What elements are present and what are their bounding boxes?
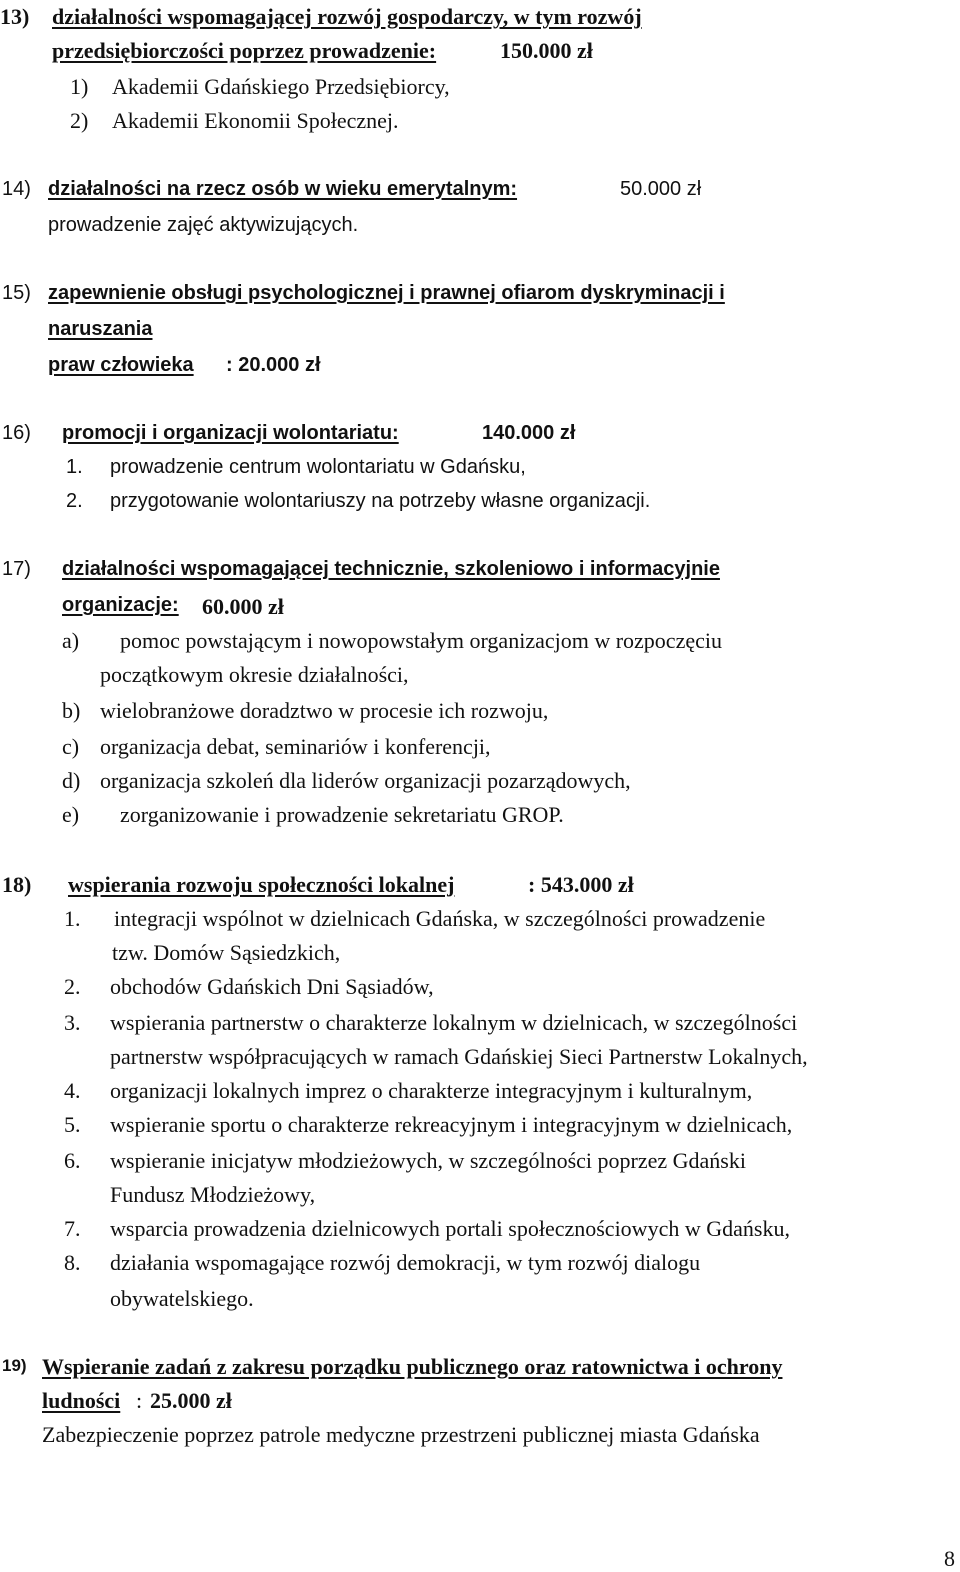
list-item-number: a) <box>62 628 80 653</box>
section-amount: 50.000 zł <box>620 178 702 200</box>
section-title-cont: praw człowieka <box>48 354 194 376</box>
list-item: pomoc powstającym i nowopowstałym organizacjom w rozpoczęciu <box>120 628 722 653</box>
section-title-cont: ludności <box>42 1388 121 1413</box>
list-item-number: b) <box>62 698 81 723</box>
list-item-number: 3. <box>64 1010 81 1035</box>
section-title: działalności wspomagającej technicznie, szkoleniowo i informacyjnie <box>62 558 720 580</box>
list-item-number: 2. <box>66 490 83 512</box>
list-item-number: c) <box>62 734 80 759</box>
list-item: organizacji lokalnych imprez o charakterze integracyjnym i kulturalnym, <box>110 1078 753 1103</box>
section-title: działalności wspomagającej rozwój gospodarczy, w tym rozwój <box>52 4 642 29</box>
section-amount: 140.000 zł <box>482 422 576 444</box>
list-item: wspieranie sportu o charakterze rekreacyjnym i integracyjnym w dzielnicach, <box>110 1112 793 1137</box>
section-number: 19) <box>2 1356 27 1375</box>
section-title: działalności na rzecz osób w wieku emerytalnym: <box>48 178 518 200</box>
section-amount: 150.000 zł <box>500 38 593 63</box>
list-item-number: d) <box>62 768 81 793</box>
list-item-number: 7. <box>64 1216 81 1241</box>
section-title-cont: przedsiębiorczości poprzez prowadzenie: <box>52 38 437 63</box>
list-item-number: 2) <box>70 108 89 133</box>
list-item-cont: Fundusz Młodzieżowy, <box>110 1182 316 1207</box>
amount-separator: : <box>136 1388 143 1413</box>
page-number: 8 <box>944 1546 955 1571</box>
section-title-cont: naruszania <box>48 318 153 340</box>
list-item-number: 5. <box>64 1112 81 1137</box>
list-item-number: 1) <box>70 74 89 99</box>
list-item-cont: obywatelskiego. <box>110 1286 254 1311</box>
list-item-cont: początkowym okresie działalności, <box>100 662 409 687</box>
list-item-number: 4. <box>64 1078 81 1103</box>
section-number: 15) <box>2 282 31 304</box>
section-description: prowadzenie zajęć aktywizujących. <box>48 214 359 236</box>
section-title: promocji i organizacji wolontariatu: <box>62 422 399 444</box>
list-item: zorganizowanie i prowadzenie sekretariatu GROP. <box>120 802 564 827</box>
section-title: wspierania rozwoju społeczności lokalnej <box>68 872 455 897</box>
list-item-number: 1. <box>64 906 81 931</box>
section-amount: 60.000 zł <box>202 594 284 619</box>
list-item: przygotowanie wolontariuszy na potrzeby własne organizacji. <box>110 490 651 512</box>
list-item-number: e) <box>62 802 80 827</box>
section-amount: : 20.000 zł <box>226 354 321 376</box>
section-amount: : 543.000 zł <box>528 872 634 897</box>
section-title-cont: organizacje: <box>62 594 179 616</box>
list-item: wspieranie inicjatyw młodzieżowych, w szczególności poprzez Gdański <box>110 1148 746 1173</box>
section-number: 16) <box>2 422 31 444</box>
list-item: prowadzenie centrum wolontariatu w Gdańsku, <box>110 456 526 478</box>
list-item: wspierania partnerstw o charakterze lokalnym w dzielnicach, w szczególności <box>110 1010 798 1035</box>
list-item: organizacja debat, seminariów i konferencji, <box>100 734 491 759</box>
list-item: wielobranżowe doradztwo w procesie ich rozwoju, <box>100 698 549 723</box>
list-item: obchodów Gdańskich Dni Sąsiadów, <box>110 974 434 999</box>
list-item: Akademii Gdańskiego Przedsiębiorcy, <box>112 74 450 99</box>
list-item-number: 6. <box>64 1148 81 1173</box>
list-item: integracji wspólnot w dzielnicach Gdańska, w szczególności prowadzenie <box>114 906 766 931</box>
list-item-number: 2. <box>64 974 81 999</box>
section-title: Wspieranie zadań z zakresu porządku publicznego oraz ratownictwa i ochrony <box>42 1354 783 1379</box>
section-number: 14) <box>2 178 31 200</box>
list-item: działania wspomagające rozwój demokracji, w tym rozwój dialogu <box>110 1250 701 1275</box>
section-number: 17) <box>2 558 31 580</box>
list-item: organizacja szkoleń dla liderów organizacji pozarządowych, <box>100 768 631 793</box>
list-item-cont: partnerstw współpracujących w ramach Gdańskiej Sieci Partnerstw Lokalnych, <box>110 1044 808 1069</box>
list-item: Akademii Ekonomii Społecznej. <box>112 108 399 133</box>
section-number: 18) <box>2 872 32 897</box>
list-item-number: 8. <box>64 1250 81 1275</box>
section-amount: 25.000 zł <box>150 1388 232 1413</box>
section-description: Zabezpieczenie poprzez patrole medyczne przestrzeni publicznej miasta Gdańska <box>42 1422 760 1447</box>
list-item: wsparcia prowadzenia dzielnicowych portali społecznościowych w Gdańsku, <box>110 1216 790 1241</box>
section-title: zapewnienie obsługi psychologicznej i prawnej ofiarom dyskryminacji i <box>48 282 725 304</box>
list-item-number: 1. <box>66 456 83 478</box>
list-item-cont: tzw. Domów Sąsiedzkich, <box>112 940 341 965</box>
section-number: 13) <box>0 4 30 29</box>
